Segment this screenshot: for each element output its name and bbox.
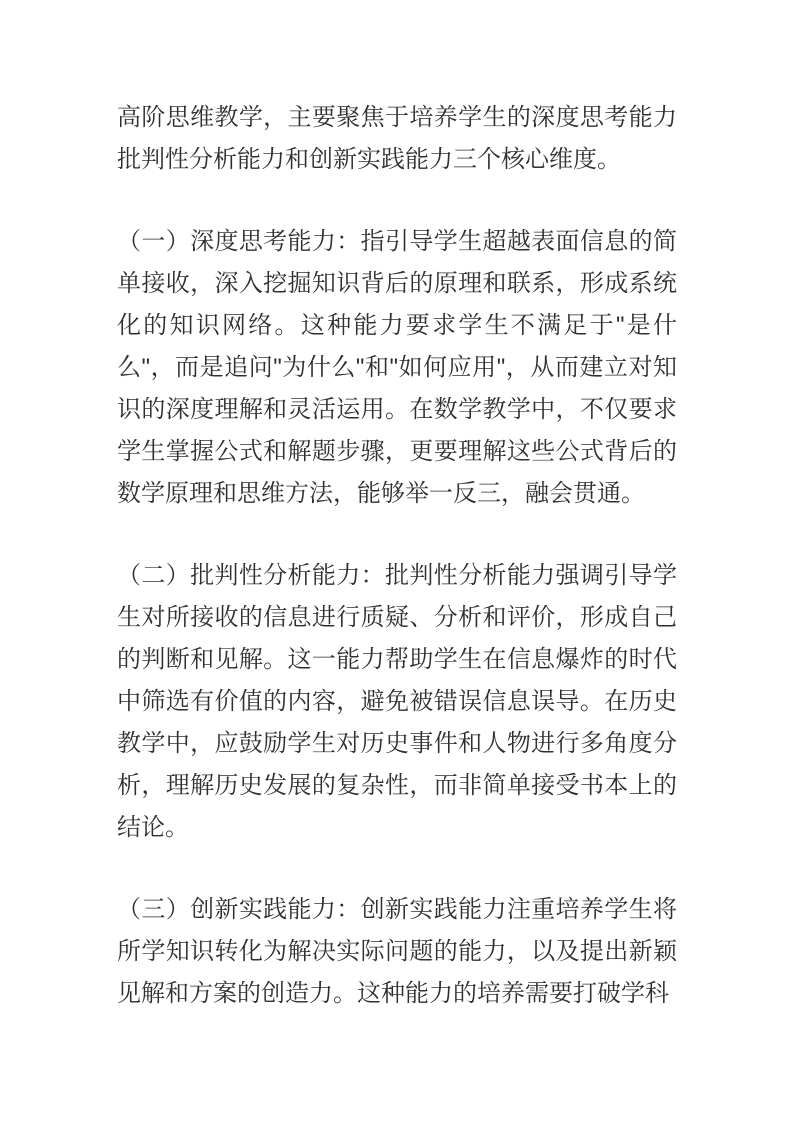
paragraph-deep-thinking-ability: （一）深度思考能力：指引导学生超越表面信息的简单接收，深入挖掘知识背后的原理和联系，形成系统化的知识网络。这种能力要求学生不满足于"是什么"，而是追问"为什么"和"如何应用"，从而建立对知识的深度理解和灵活运用。在数学教学中，不仅要求学生掌握公式和解题步骤，更要理解这些公式背后的数学原理和思维方法，能够举一反三，融会贯通。 bbox=[117, 228, 677, 507]
paragraph-innovative-practice-ability: （三）创新实践能力：创新实践能力注重培养学生将所学知识转化为解决实际问题的能力，以及提出新颖见解和方案的创造力。这种能力的培养需要打破学科 bbox=[117, 896, 677, 1007]
document-body bbox=[117, 97, 677, 1015]
paragraph-critical-analysis-ability: （二）批判性分析能力：批判性分析能力强调引导学生对所接收的信息进行质疑、分析和评价，形成自己的判断和见解。这一能力帮助学生在信息爆炸的时代中筛选有价值的内容，避免被错误信息误导。在历史教学中，应鼓励学生对历史事件和人物进行多角度分析，理解历史发展的复杂性，而非简单接受书本上的结论。 bbox=[117, 562, 677, 841]
paragraph-intro: 高阶思维教学，主要聚焦于培养学生的深度思考能力批判性分析能力和创新实践能力三个核心维度。 bbox=[117, 104, 677, 173]
